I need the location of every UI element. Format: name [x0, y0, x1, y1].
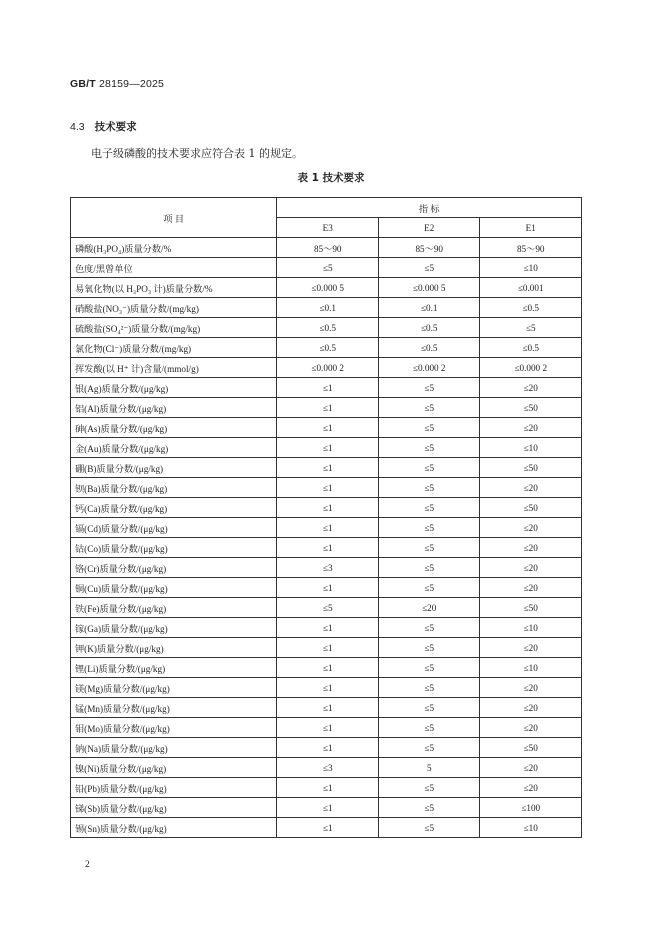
item-cell: 砷(As)质量分数/(μg/kg) — [71, 418, 277, 438]
table-row — [71, 278, 582, 298]
item-cell: 氯化物(Cl⁻)质量分数/(mg/kg) — [71, 338, 277, 358]
standard-code — [70, 78, 164, 90]
item-cell: 钼(Mo)质量分数/(μg/kg) — [71, 718, 277, 738]
value-cell: ≤20 — [480, 578, 582, 598]
value-cell: ≤0.1 — [378, 298, 480, 318]
value-cell: ≤20 — [480, 478, 582, 498]
value-cell: ≤10 — [480, 258, 582, 278]
item-cell: 硼(B)质量分数/(μg/kg) — [71, 458, 277, 478]
section-title: 技术要求 — [94, 121, 137, 133]
item-cell: 铁(Fe)质量分数/(μg/kg) — [71, 598, 277, 618]
table-row — [71, 698, 582, 718]
value-cell: ≤20 — [480, 718, 582, 738]
requirements-table — [70, 197, 582, 838]
value-cell: 85～90 — [480, 238, 582, 258]
grade-header: E3 — [277, 218, 379, 238]
table-row — [71, 438, 582, 458]
value-cell: ≤0.5 — [480, 298, 582, 318]
standard-prefix: GB/T — [70, 78, 96, 90]
table-row — [71, 478, 582, 498]
table-row — [71, 458, 582, 478]
value-cell: ≤0.5 — [277, 318, 379, 338]
section-number: 4.3 — [70, 121, 85, 133]
value-cell: ≤5 — [378, 458, 480, 478]
value-cell: ≤1 — [277, 638, 379, 658]
value-cell: ≤0.5 — [277, 338, 379, 358]
value-cell: ≤1 — [277, 578, 379, 598]
value-cell: ≤5 — [378, 558, 480, 578]
value-cell: ≤20 — [378, 598, 480, 618]
page-number: 2 — [85, 860, 90, 870]
value-cell: ≤20 — [480, 638, 582, 658]
value-cell: ≤1 — [277, 538, 379, 558]
value-cell: ≤5 — [378, 418, 480, 438]
value-cell: ≤1 — [277, 398, 379, 418]
value-cell: ≤5 — [378, 438, 480, 458]
table-row — [71, 378, 582, 398]
table-row — [71, 738, 582, 758]
table-row — [71, 818, 582, 838]
value-cell: ≤20 — [480, 778, 582, 798]
table-row — [71, 598, 582, 618]
table-row — [71, 638, 582, 658]
item-cell: 铅(Pb)质量分数/(μg/kg) — [71, 778, 277, 798]
value-cell: ≤50 — [480, 738, 582, 758]
value-cell: ≤20 — [480, 378, 582, 398]
value-cell: ≤0.1 — [277, 298, 379, 318]
value-cell: ≤5 — [378, 398, 480, 418]
table-row — [71, 558, 582, 578]
value-cell: ≤1 — [277, 418, 379, 438]
value-cell: ≤20 — [480, 518, 582, 538]
value-cell: ≤50 — [480, 398, 582, 418]
value-cell: ≤10 — [480, 658, 582, 678]
value-cell: ≤100 — [480, 798, 582, 818]
item-cell: 易氧化物(以 H₃PO₃ 计)质量分数/% — [71, 278, 277, 298]
value-cell: 85～90 — [277, 238, 379, 258]
value-cell: ≤0.5 — [378, 318, 480, 338]
item-cell: 镁(Mg)质量分数/(μg/kg) — [71, 678, 277, 698]
value-cell: ≤0.000 5 — [277, 278, 379, 298]
item-cell: 镓(Ga)质量分数/(μg/kg) — [71, 618, 277, 638]
grade-header: E2 — [378, 218, 480, 238]
value-cell: ≤5 — [378, 678, 480, 698]
item-cell: 色度/黑曾单位 — [71, 258, 277, 278]
item-cell: 锡(Sn)质量分数/(μg/kg) — [71, 818, 277, 838]
value-cell: 85～90 — [378, 238, 480, 258]
value-cell: ≤1 — [277, 698, 379, 718]
table-body — [71, 238, 582, 838]
value-cell: ≤20 — [480, 678, 582, 698]
table-row — [71, 798, 582, 818]
item-cell: 金(Au)质量分数/(μg/kg) — [71, 438, 277, 458]
table-row — [71, 778, 582, 798]
value-cell: ≤5 — [277, 598, 379, 618]
value-cell: ≤0.5 — [480, 338, 582, 358]
value-cell: ≤1 — [277, 818, 379, 838]
section-heading — [70, 119, 137, 134]
table-row — [71, 498, 582, 518]
value-cell: ≤50 — [480, 458, 582, 478]
value-cell: ≤10 — [480, 618, 582, 638]
table-row — [71, 578, 582, 598]
value-cell: ≤1 — [277, 458, 379, 478]
value-cell: ≤5 — [378, 378, 480, 398]
value-cell: ≤5 — [378, 578, 480, 598]
value-cell: ≤50 — [480, 598, 582, 618]
standard-number: 28159—2025 — [99, 78, 165, 90]
value-cell: ≤20 — [480, 558, 582, 578]
grade-header: E1 — [480, 218, 582, 238]
table-row — [71, 758, 582, 778]
table-row — [71, 518, 582, 538]
value-cell: ≤10 — [480, 438, 582, 458]
item-cell: 镉(Cd)质量分数/(μg/kg) — [71, 518, 277, 538]
value-cell: ≤0.001 — [480, 278, 582, 298]
item-cell: 钾(K)质量分数/(μg/kg) — [71, 638, 277, 658]
value-cell: ≤0.000 5 — [378, 278, 480, 298]
table-row — [71, 398, 582, 418]
value-cell: ≤5 — [378, 798, 480, 818]
value-cell: ≤5 — [378, 778, 480, 798]
table-header-row — [71, 198, 582, 218]
value-cell: ≤5 — [378, 698, 480, 718]
value-cell: ≤0.5 — [378, 338, 480, 358]
value-cell: ≤1 — [277, 438, 379, 458]
value-cell: ≤5 — [378, 478, 480, 498]
value-cell: ≤5 — [378, 638, 480, 658]
value-cell: 5 — [378, 758, 480, 778]
value-cell: ≤5 — [378, 258, 480, 278]
value-cell: ≤0.000 2 — [480, 358, 582, 378]
table-row — [71, 678, 582, 698]
item-cell: 铬(Cr)质量分数/(μg/kg) — [71, 558, 277, 578]
value-cell: ≤20 — [480, 758, 582, 778]
item-cell: 钡(Ba)质量分数/(μg/kg) — [71, 478, 277, 498]
value-cell: ≤10 — [480, 818, 582, 838]
value-cell: ≤5 — [378, 818, 480, 838]
value-cell: ≤1 — [277, 718, 379, 738]
value-cell: ≤1 — [277, 678, 379, 698]
value-cell: ≤20 — [480, 698, 582, 718]
value-cell: ≤5 — [480, 318, 582, 338]
item-header: 项 目 — [71, 198, 277, 238]
value-cell: ≤1 — [277, 618, 379, 638]
value-cell: ≤0.000 2 — [277, 358, 379, 378]
table-row — [71, 658, 582, 678]
body-paragraph: 电子级磷酸的技术要求应符合表 1 的规定。 — [91, 147, 303, 160]
table-row — [71, 538, 582, 558]
value-cell: ≤5 — [378, 618, 480, 638]
value-cell: ≤1 — [277, 778, 379, 798]
item-cell: 硫酸盐(SO₄²⁻)质量分数/(mg/kg) — [71, 318, 277, 338]
value-cell: ≤1 — [277, 498, 379, 518]
value-cell: ≤20 — [480, 418, 582, 438]
value-cell: ≤5 — [378, 538, 480, 558]
item-cell: 锑(Sb)质量分数/(μg/kg) — [71, 798, 277, 818]
item-cell: 钴(Co)质量分数/(μg/kg) — [71, 538, 277, 558]
value-cell: ≤1 — [277, 658, 379, 678]
item-cell: 磷酸(H₃PO₄)质量分数/% — [71, 238, 277, 258]
value-cell: ≤1 — [277, 738, 379, 758]
table-row — [71, 618, 582, 638]
table-row — [71, 358, 582, 378]
item-cell: 钙(Ca)质量分数/(μg/kg) — [71, 498, 277, 518]
value-cell: ≤5 — [378, 738, 480, 758]
item-cell: 挥发酸(以 H⁺ 计)含量/(mmol/g) — [71, 358, 277, 378]
table-row — [71, 338, 582, 358]
table-row — [71, 238, 582, 258]
item-cell: 钠(Na)质量分数/(μg/kg) — [71, 738, 277, 758]
item-cell: 银(Ag)质量分数/(μg/kg) — [71, 378, 277, 398]
value-cell: ≤3 — [277, 558, 379, 578]
value-cell: ≤5 — [277, 258, 379, 278]
item-cell: 锂(Li)质量分数/(μg/kg) — [71, 658, 277, 678]
item-cell: 锰(Mn)质量分数/(μg/kg) — [71, 698, 277, 718]
value-cell: ≤3 — [277, 758, 379, 778]
value-cell: ≤1 — [277, 378, 379, 398]
index-header: 指 标 — [277, 198, 582, 218]
item-cell: 铝(Al)质量分数/(μg/kg) — [71, 398, 277, 418]
value-cell: ≤50 — [480, 498, 582, 518]
value-cell: ≤1 — [277, 518, 379, 538]
item-cell: 镍(Ni)质量分数/(μg/kg) — [71, 758, 277, 778]
value-cell: ≤5 — [378, 518, 480, 538]
value-cell: ≤5 — [378, 498, 480, 518]
table-row — [71, 718, 582, 738]
item-cell: 硝酸盐(NO₃⁻)质量分数/(mg/kg) — [71, 298, 277, 318]
item-cell: 铜(Cu)质量分数/(μg/kg) — [71, 578, 277, 598]
table-caption: 表 1 技术要求 — [297, 172, 365, 184]
table-row — [71, 258, 582, 278]
value-cell: ≤20 — [480, 538, 582, 558]
value-cell: ≤5 — [378, 658, 480, 678]
value-cell: ≤0.000 2 — [378, 358, 480, 378]
value-cell: ≤1 — [277, 798, 379, 818]
value-cell: ≤5 — [378, 718, 480, 738]
table-row — [71, 298, 582, 318]
value-cell: ≤1 — [277, 478, 379, 498]
table-row — [71, 418, 582, 438]
table-row — [71, 318, 582, 338]
